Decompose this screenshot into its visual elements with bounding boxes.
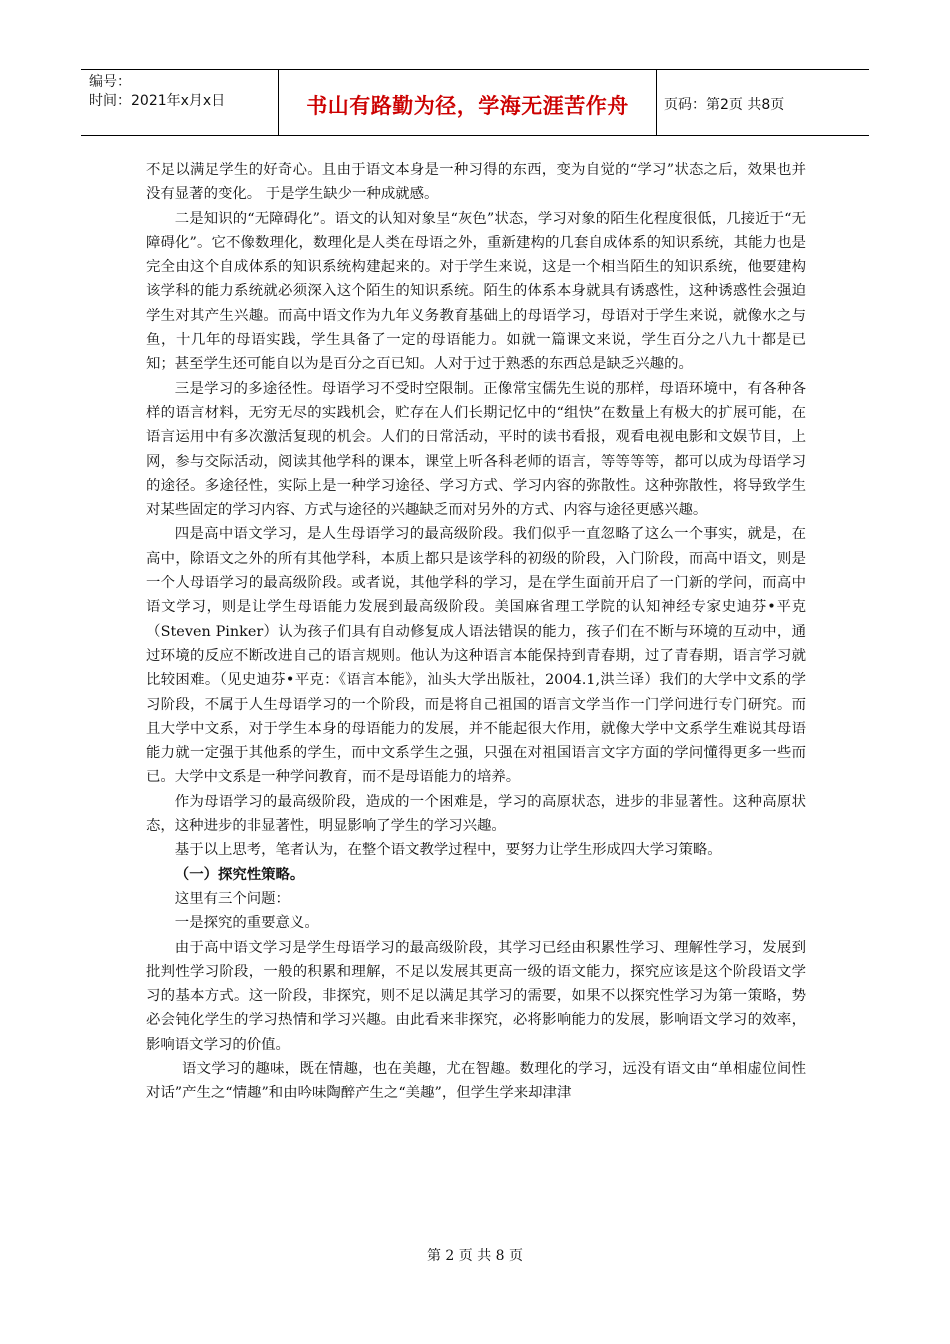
section-heading: （一）探究性策略。 xyxy=(174,865,305,883)
header-meta xyxy=(89,73,289,111)
paragraph: 三是学习的多途径性。母语学习不受时空限制。正像常宝儒先生说的那样，母语环境中，有各种各样的语言材料，无穷无尽的实践机会，贮存在人们长期记忆中的“组快”在数量上有极大的扩展可能，在语言运用中有多次激活复现的机会。人们的日常活动，平时的读书看报，观看电视电影和文娱节目，上网，参与交际活动，阅读其他学科的课本，课堂上听各科老师的语言，等等等等，都可以成为母语学习的途径。多途径性，实际上是一种学习途径、学习方式、学习内容的弥散性。这种弥散性，将导致学生对某些固定的学习内容、方式与途径的兴趣缺乏而对另外的方式、内容与途径更感兴趣。 xyxy=(146,380,806,519)
document-number-label: 编号： xyxy=(89,74,131,90)
header-motto: 书山有路勤为径，学海无涯苦作舟 xyxy=(306,94,629,118)
document-body xyxy=(146,158,806,1106)
paragraph: 不足以满足学生的好奇心。且由于语文本身是一种习得的东西，变为自觉的“学习”状态之后，效果也并没有显著的变化。 于是学生缺少一种成就感。 xyxy=(146,162,806,203)
page-header xyxy=(81,69,869,136)
header-divider xyxy=(656,70,657,135)
paragraph: 作为母语学习的最高级阶段，造成的一个困难是，学习的高原状态，进步的非显著性。这种高原状态，这种进步的非显著性，明显影响了学生的学习兴趣。 xyxy=(146,793,806,835)
paragraph: 二是知识的“无障碍化”。语文的认知对象呈“灰色”状态，学习对象的陌生化程度很低，几接近于“无障碍化”。它不像数理化，数理化是人类在母语之外，重新建构的几套自成体系的知识系统，其能力也是完全由这个自成体系的知识系统构建起来的。对于学生来说，这是一个相当陌生的知识系统，他要建构该学科的能力系统就必须深入这个陌生的知识系统。陌生的体系本身就具有诱惑性，这种诱惑性会强迫学生对其产生兴趣。而高中语文作为九年义务教育基础上的母语学习，母语对于学生来说，就像水之与鱼，十几年的母语实践，学生具备了一定的母语能力。如就一篇课文来说，学生百分之八九十都是已知；甚至学生还可能自以为是百分之百已知。人对于过于熟悉的东西总是缺乏兴趣的。 xyxy=(146,210,806,373)
paragraph: 四是高中语文学习，是人生母语学习的最高级阶段。我们似乎一直忽略了这么一个事实，就是，在高中，除语文之外的所有其他学科，本质上都只是该学科的初级的阶段，入门阶段，而高中语文，则是一个人母语学习的最高级阶段。或者说，其他学科的学习，是在学生面前开启了一门新的学问，而高中语文学习，则是让学生母语能力发展到最高级阶段。美国麻省理工学院的认知神经专家史迪芬•平克（Steven Pinker）认为孩子们具有自动修复成人语法错误的能力，孩子们在不断与环境的互动中，通过环境的反应不断改进自己的语言规则。他认为这种语言本能保持到青春期，过了青春期，语言学习就比较困难。（见史迪芬•平克：《语言本能》，汕头大学出版社，2004.1,洪兰译）我们的大学中文系的学习阶段，不属于人生母语学习的一个阶段，而是将自己祖国的语言文学当作一门学问进行专门研究。而且大学中文系，对于学生本身的母语能力的发展，并不能起很大作用，就像大学中文系学生难说其母语能力就一定强于其他系的学生，而中文系学生之强，只强在对祖国语言文字方面的学问懂得更多一些而已。大学中文系是一种学问教育，而不是母语能力的培养。 xyxy=(146,526,806,786)
header-page-info: 页码：第2页 共8页 xyxy=(664,97,785,113)
document-time-label: 时间：2021年x月x日 xyxy=(89,93,226,109)
paragraph: 语文学习的趣味，既在情趣，也在美趣，尤在智趣。数理化的学习，远没有语文由“单相虚位间性对话”产生之“情趣”和由吟味陶醉产生之“美趣”，但学生学来却津津 xyxy=(146,1060,806,1102)
paragraph: 由于高中语文学习是学生母语学习的最高级阶段，其学习已经由积累性学习、理解性学习，发展到批判性学习阶段，一般的积累和理解，不足以发展其更高一级的语文能力，探究应该是这个阶段语文学习的基本方式。这一阶段，非探究，则不足以满足其学习的需要，如果不以探究性学习为第一策略，势必会钝化学生的学习热情和学习兴趣。由此看来非探究，必将影响能力的发展，影响语文学习的效率，影响语文学习的价值。 xyxy=(146,939,806,1053)
paragraph: 基于以上思考，笔者认为，在整个语文教学过程中，要努力让学生形成四大学习策略。 xyxy=(174,842,722,859)
paragraph: 这里有三个问题： xyxy=(174,890,290,907)
page-footer: 第 2 页 共 8 页 xyxy=(426,1248,524,1264)
paragraph: 一是探究的重要意义。 xyxy=(174,915,319,932)
